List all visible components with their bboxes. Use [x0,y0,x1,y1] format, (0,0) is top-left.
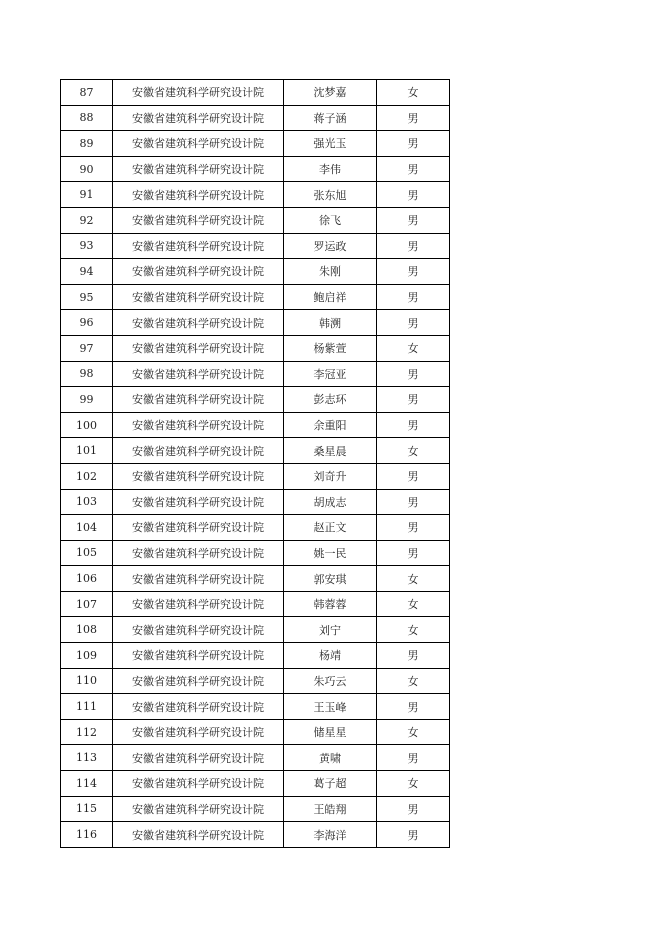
gender-cell: 男 [377,489,450,515]
table-row [61,233,450,259]
organization-cell: 安徽省建筑科学研究设计院 [113,335,284,361]
person-name-cell: 李海洋 [284,822,377,848]
table-row [61,566,450,592]
table-row [61,105,450,131]
table-row [61,822,450,848]
gender-cell: 女 [377,668,450,694]
row-number-cell: 114 [61,771,113,797]
row-number-cell: 104 [61,515,113,541]
row-number-cell: 106 [61,566,113,592]
gender-cell: 男 [377,131,450,157]
person-name-cell: 罗运政 [284,233,377,259]
table-row [61,335,450,361]
person-name-cell: 李伟 [284,156,377,182]
table-row [61,387,450,413]
person-name-cell: 彭志环 [284,387,377,413]
row-number-cell: 95 [61,284,113,310]
row-number-cell: 99 [61,387,113,413]
organization-cell: 安徽省建筑科学研究设计院 [113,745,284,771]
organization-cell: 安徽省建筑科学研究设计院 [113,566,284,592]
organization-cell: 安徽省建筑科学研究设计院 [113,489,284,515]
table-row [61,668,450,694]
table-row [61,796,450,822]
row-number-cell: 116 [61,822,113,848]
person-name-cell: 张东旭 [284,182,377,208]
row-number-cell: 101 [61,438,113,464]
table-row [61,745,450,771]
organization-cell: 安徽省建筑科学研究设计院 [113,668,284,694]
row-number-cell: 113 [61,745,113,771]
organization-cell: 安徽省建筑科学研究设计院 [113,617,284,643]
gender-cell: 男 [377,284,450,310]
row-number-cell: 115 [61,796,113,822]
table-row [61,156,450,182]
gender-cell: 男 [377,387,450,413]
organization-cell: 安徽省建筑科学研究设计院 [113,156,284,182]
organization-cell: 安徽省建筑科学研究设计院 [113,771,284,797]
person-name-cell: 赵正文 [284,515,377,541]
organization-cell: 安徽省建筑科学研究设计院 [113,233,284,259]
table-row [61,719,450,745]
row-number-cell: 98 [61,361,113,387]
person-name-cell: 李冠亚 [284,361,377,387]
row-number-cell: 96 [61,310,113,336]
organization-cell: 安徽省建筑科学研究设计院 [113,540,284,566]
table-row [61,310,450,336]
person-name-cell: 胡成志 [284,489,377,515]
row-number-cell: 91 [61,182,113,208]
table-row [61,489,450,515]
gender-cell: 女 [377,591,450,617]
organization-cell: 安徽省建筑科学研究设计院 [113,259,284,285]
gender-cell: 男 [377,156,450,182]
gender-cell: 女 [377,719,450,745]
roster-table [60,79,450,848]
row-number-cell: 111 [61,694,113,720]
table-row [61,80,450,106]
row-number-cell: 107 [61,591,113,617]
gender-cell: 男 [377,412,450,438]
table-row [61,591,450,617]
person-name-cell: 杨靖 [284,643,377,669]
row-number-cell: 87 [61,80,113,106]
row-number-cell: 102 [61,463,113,489]
row-number-cell: 110 [61,668,113,694]
person-name-cell: 姚一民 [284,540,377,566]
table-row [61,438,450,464]
gender-cell: 女 [377,80,450,106]
row-number-cell: 108 [61,617,113,643]
table-row [61,643,450,669]
organization-cell: 安徽省建筑科学研究设计院 [113,822,284,848]
table-row [61,284,450,310]
row-number-cell: 93 [61,233,113,259]
table-row [61,412,450,438]
organization-cell: 安徽省建筑科学研究设计院 [113,182,284,208]
person-name-cell: 桑星晨 [284,438,377,464]
row-number-cell: 89 [61,131,113,157]
table-row [61,617,450,643]
gender-cell: 男 [377,361,450,387]
organization-cell: 安徽省建筑科学研究设计院 [113,131,284,157]
table-row [61,361,450,387]
person-name-cell: 韩溯 [284,310,377,336]
person-name-cell: 郭安琪 [284,566,377,592]
organization-cell: 安徽省建筑科学研究设计院 [113,310,284,336]
gender-cell: 男 [377,105,450,131]
person-name-cell: 余重阳 [284,412,377,438]
organization-cell: 安徽省建筑科学研究设计院 [113,719,284,745]
table-row [61,540,450,566]
gender-cell: 男 [377,745,450,771]
organization-cell: 安徽省建筑科学研究设计院 [113,105,284,131]
row-number-cell: 92 [61,207,113,233]
gender-cell: 女 [377,617,450,643]
person-name-cell: 黄啸 [284,745,377,771]
person-name-cell: 王皓翔 [284,796,377,822]
person-name-cell: 葛子超 [284,771,377,797]
person-name-cell: 沈梦嘉 [284,80,377,106]
gender-cell: 女 [377,335,450,361]
person-name-cell: 储星星 [284,719,377,745]
row-number-cell: 103 [61,489,113,515]
gender-cell: 男 [377,463,450,489]
gender-cell: 男 [377,643,450,669]
organization-cell: 安徽省建筑科学研究设计院 [113,412,284,438]
gender-cell: 男 [377,207,450,233]
gender-cell: 男 [377,182,450,208]
organization-cell: 安徽省建筑科学研究设计院 [113,284,284,310]
table-row [61,207,450,233]
person-name-cell: 朱巧云 [284,668,377,694]
table-row [61,771,450,797]
table-row [61,694,450,720]
organization-cell: 安徽省建筑科学研究设计院 [113,207,284,233]
person-name-cell: 刘奇升 [284,463,377,489]
organization-cell: 安徽省建筑科学研究设计院 [113,463,284,489]
organization-cell: 安徽省建筑科学研究设计院 [113,361,284,387]
person-name-cell: 蒋子涵 [284,105,377,131]
gender-cell: 男 [377,310,450,336]
table-row [61,182,450,208]
person-name-cell: 徐飞 [284,207,377,233]
person-name-cell: 朱刚 [284,259,377,285]
gender-cell: 男 [377,540,450,566]
organization-cell: 安徽省建筑科学研究设计院 [113,796,284,822]
gender-cell: 男 [377,796,450,822]
row-number-cell: 100 [61,412,113,438]
person-name-cell: 刘宁 [284,617,377,643]
gender-cell: 男 [377,515,450,541]
organization-cell: 安徽省建筑科学研究设计院 [113,591,284,617]
person-name-cell: 王玉峰 [284,694,377,720]
table-row [61,259,450,285]
gender-cell: 女 [377,438,450,464]
gender-cell: 男 [377,694,450,720]
organization-cell: 安徽省建筑科学研究设计院 [113,387,284,413]
row-number-cell: 88 [61,105,113,131]
person-name-cell: 鲍启祥 [284,284,377,310]
gender-cell: 女 [377,566,450,592]
organization-cell: 安徽省建筑科学研究设计院 [113,694,284,720]
organization-cell: 安徽省建筑科学研究设计院 [113,515,284,541]
gender-cell: 女 [377,771,450,797]
table-row [61,463,450,489]
person-name-cell: 韩蓉蓉 [284,591,377,617]
row-number-cell: 90 [61,156,113,182]
person-name-cell: 强光玉 [284,131,377,157]
person-name-cell: 杨紫萱 [284,335,377,361]
row-number-cell: 112 [61,719,113,745]
roster-table-body [61,80,450,848]
row-number-cell: 94 [61,259,113,285]
table-row [61,131,450,157]
gender-cell: 男 [377,233,450,259]
organization-cell: 安徽省建筑科学研究设计院 [113,80,284,106]
gender-cell: 男 [377,259,450,285]
row-number-cell: 109 [61,643,113,669]
organization-cell: 安徽省建筑科学研究设计院 [113,643,284,669]
table-row [61,515,450,541]
gender-cell: 男 [377,822,450,848]
row-number-cell: 97 [61,335,113,361]
row-number-cell: 105 [61,540,113,566]
organization-cell: 安徽省建筑科学研究设计院 [113,438,284,464]
